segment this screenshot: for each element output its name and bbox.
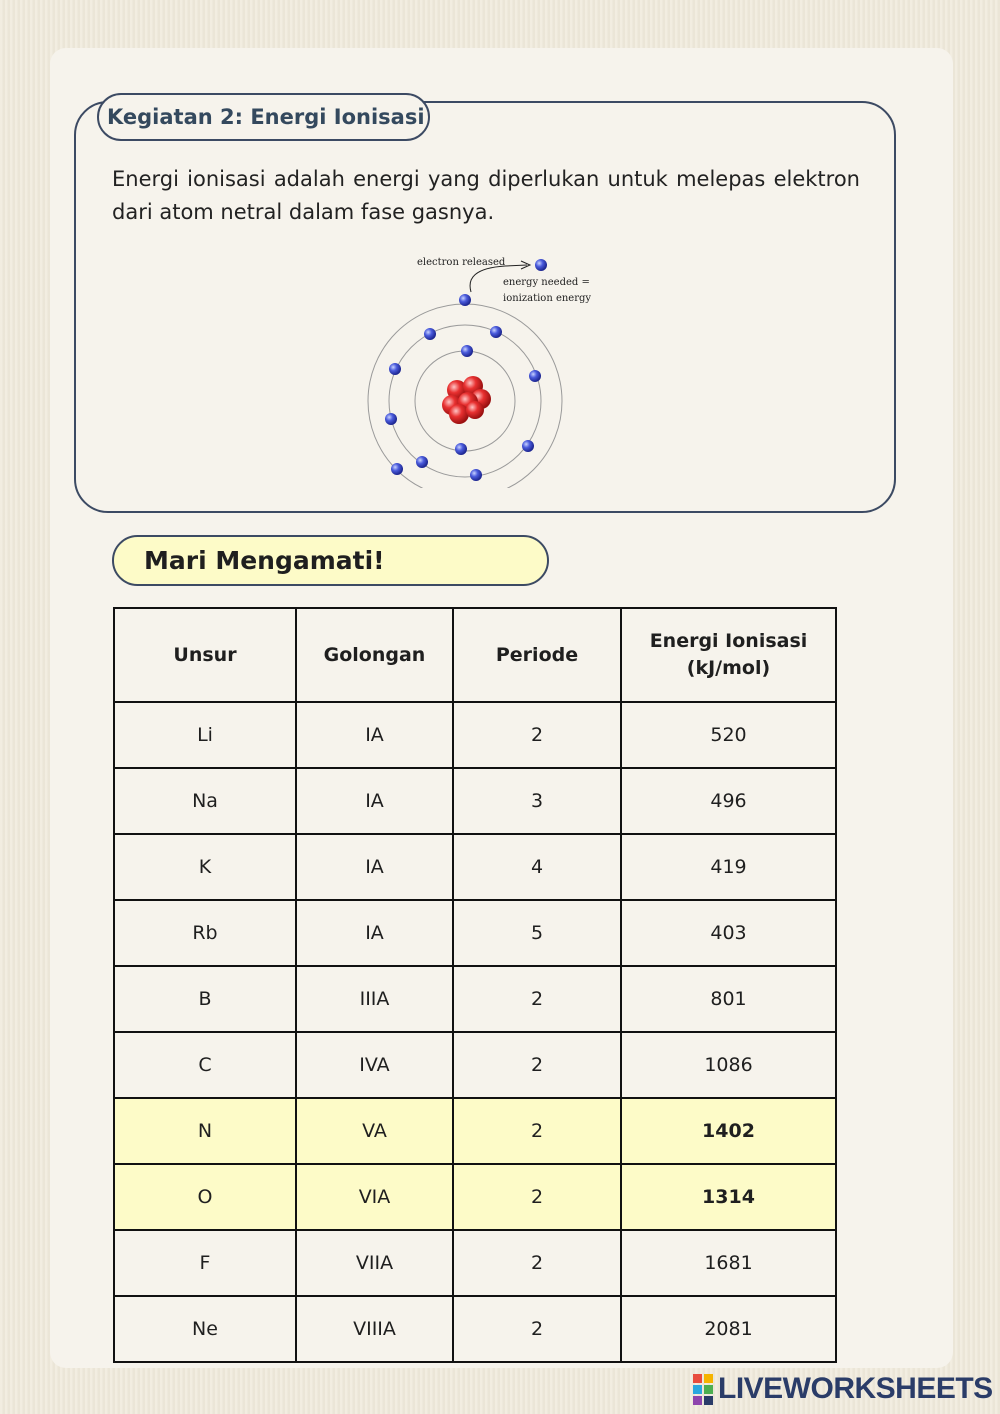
cell-golongan: VIIA [296, 1230, 453, 1296]
header-energi-line1: Energi Ionisasi [649, 630, 808, 652]
cell-golongan: VIIIA [296, 1296, 453, 1362]
cell-unsur: Li [114, 702, 296, 768]
table-row [114, 702, 836, 768]
table-row [114, 1230, 836, 1296]
table-row-highlighted [114, 1164, 836, 1230]
cell-energi: 1681 [621, 1230, 836, 1296]
table-row [114, 768, 836, 834]
electron [424, 328, 436, 340]
cell-periode: 2 [453, 1164, 621, 1230]
header-unsur: Unsur [114, 608, 296, 702]
cell-energi: 1086 [621, 1032, 836, 1098]
cell-periode: 2 [453, 1032, 621, 1098]
liveworksheets-logo-text: LIVEWORKSHEETS [718, 1372, 993, 1405]
electron [389, 363, 401, 375]
nucleus [442, 376, 491, 424]
cell-golongan: IIIA [296, 966, 453, 1032]
cell-periode: 2 [453, 966, 621, 1032]
cell-golongan: VA [296, 1098, 453, 1164]
cell-golongan: VIA [296, 1164, 453, 1230]
cell-unsur: Na [114, 768, 296, 834]
electron [529, 370, 541, 382]
electron-released-label: electron released [417, 257, 506, 268]
electron [416, 456, 428, 468]
electron [461, 345, 473, 357]
cell-golongan: IVA [296, 1032, 453, 1098]
header-energi [621, 608, 836, 702]
cell-periode: 4 [453, 834, 621, 900]
cell-unsur: F [114, 1230, 296, 1296]
cell-energi: 403 [621, 900, 836, 966]
cell-energi: 2081 [621, 1296, 836, 1362]
activity-title-text: Kegiatan 2: Energi Ionisasi [107, 105, 425, 129]
table-row [114, 966, 836, 1032]
activity-description: Energi ionisasi adalah energi yang diperlukan untuk melepas elektron dari atom netral dalam fase gasnya. [112, 167, 860, 224]
electron [459, 294, 471, 306]
cell-golongan: IA [296, 834, 453, 900]
cell-energi: 1402 [621, 1098, 836, 1164]
cell-periode: 2 [453, 1098, 621, 1164]
atom-ionization-diagram [355, 248, 615, 488]
cell-periode: 2 [453, 702, 621, 768]
cell-golongan: IA [296, 900, 453, 966]
cell-periode: 2 [453, 1296, 621, 1362]
liveworksheets-logo[interactable] [692, 1372, 993, 1406]
cell-golongan: IA [296, 768, 453, 834]
table-row [114, 1032, 836, 1098]
liveworksheets-logo-icon [692, 1372, 714, 1406]
electron [391, 463, 403, 475]
energy-needed-label: energy needed = [503, 277, 590, 288]
header-energi-unit: (kJ/mol) [686, 657, 771, 679]
section-title [112, 535, 549, 586]
released-electron [535, 259, 547, 271]
table-row [114, 900, 836, 966]
cell-energi: 1314 [621, 1164, 836, 1230]
cell-periode: 5 [453, 900, 621, 966]
cell-periode: 2 [453, 1230, 621, 1296]
cell-unsur: B [114, 966, 296, 1032]
header-periode: Periode [453, 608, 621, 702]
electron [385, 413, 397, 425]
cell-unsur: Rb [114, 900, 296, 966]
cell-unsur: C [114, 1032, 296, 1098]
ionization-table [113, 607, 837, 1363]
table-header-row [114, 608, 836, 702]
cell-energi: 496 [621, 768, 836, 834]
electron [470, 469, 482, 481]
cell-energi: 419 [621, 834, 836, 900]
cell-golongan: IA [296, 702, 453, 768]
electron [490, 326, 502, 338]
table-row-highlighted [114, 1098, 836, 1164]
cell-unsur: K [114, 834, 296, 900]
ionization-energy-label: ionization energy [503, 293, 592, 304]
table-row [114, 1296, 836, 1362]
section-title-text: Mari Mengamati! [144, 546, 385, 575]
table-row [114, 834, 836, 900]
cell-energi: 801 [621, 966, 836, 1032]
electron [522, 440, 534, 452]
cell-periode: 3 [453, 768, 621, 834]
cell-energi: 520 [621, 702, 836, 768]
activity-title [97, 93, 430, 141]
cell-unsur: O [114, 1164, 296, 1230]
electron [455, 443, 467, 455]
cell-unsur: N [114, 1098, 296, 1164]
cell-unsur: Ne [114, 1296, 296, 1362]
header-golongan: Golongan [296, 608, 453, 702]
